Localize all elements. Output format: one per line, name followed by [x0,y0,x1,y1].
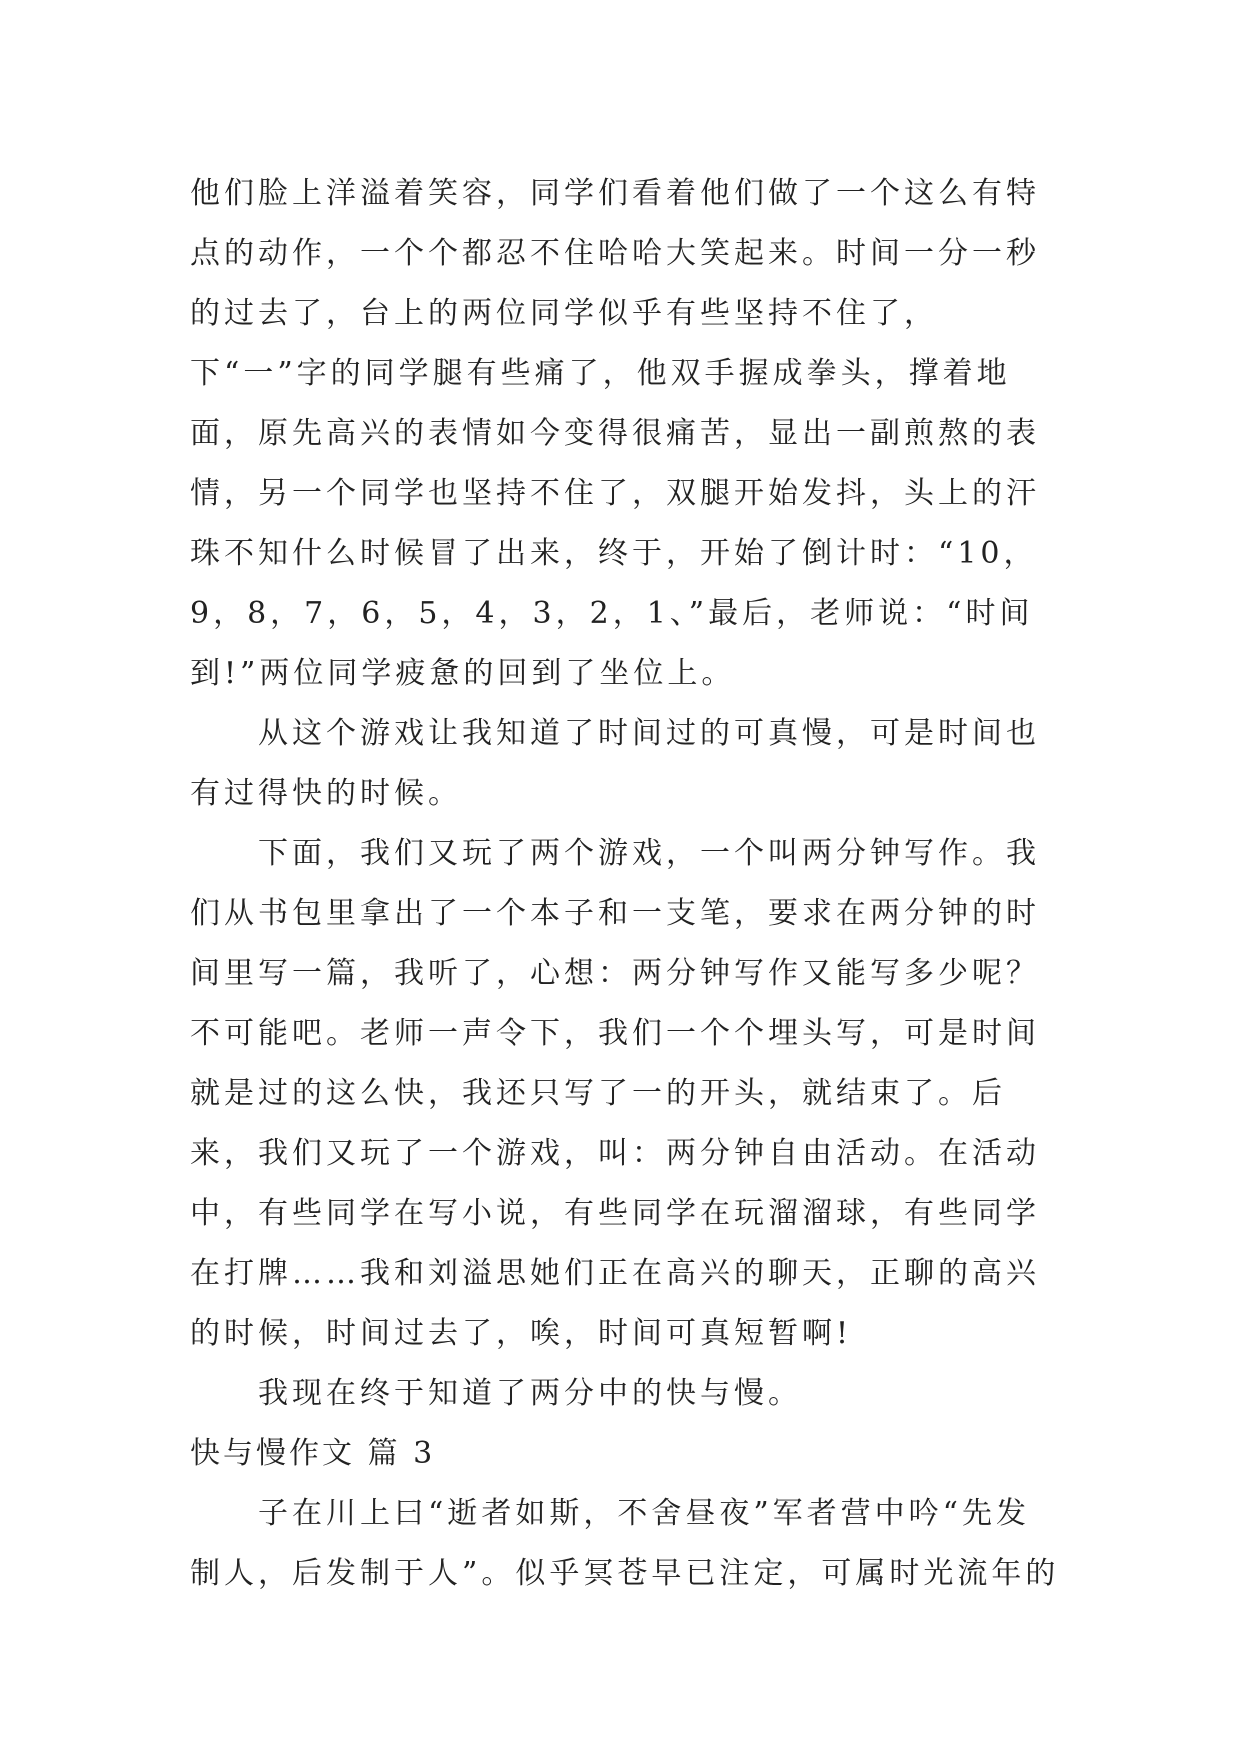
paragraph: 下面，我们又玩了两个游戏，一个叫两分钟写作。我们从书包里拿出了一个本子和一支笔，要求在两分钟的时间里写一篇，我听了，心想：两分钟写作又能写多少呢？不可能吧。老师一声令下，我们一个个埋头写，可是时间就是过的这么快，我还只写了一的开头，就结束了。后来，我们又玩了一个游戏，叫：两分钟自由活动。在活动中，有些同学在写小说，有些同学在玩溜溜球，有些同学在打牌……我和刘溢思她们正在高兴的聊天，正聊的高兴的时候，时间过去了，唉，时间可真短暂啊! [190,836,1040,1351]
paragraph: 他们脸上洋溢着笑容，同学们看着他们做了一个这么有特点的动作，一个个都忍不住哈哈大笑起来。时间一分一秒的过去了，台上的两位同学似乎有些坚持不住了，下“一”字的同学腿有些痛了，他双手握成拳头，撑着地面，原先高兴的表情如今变得很痛苦，显出一副煎熬的表情，另一个同学也坚持不住了，双腿开始发抖，头上的汗珠不知什么时候冒了出来，终于，开始了倒计时：“10，9，8，7，6，5，4，3，2，1、”最后，老师说：“时间到!”两位同学疲惫的回到了坐位上。 [190,176,1040,691]
paragraph: 从这个游戏让我知道了时间过的可真慢，可是时间也有过得快的时候。 [190,716,1040,811]
document-body [190,164,1060,1604]
paragraph: 子在川上曰“逝者如斯，不舍昼夜”军者营中吟“先发制人，后发制于人”。似乎冥苍早已注定，可属时光流年的 [190,1496,1060,1591]
paragraph: 我现在终于知道了两分中的快与慢。 [258,1376,802,1411]
section-heading: 快与慢作文 篇 3 [190,1436,436,1471]
